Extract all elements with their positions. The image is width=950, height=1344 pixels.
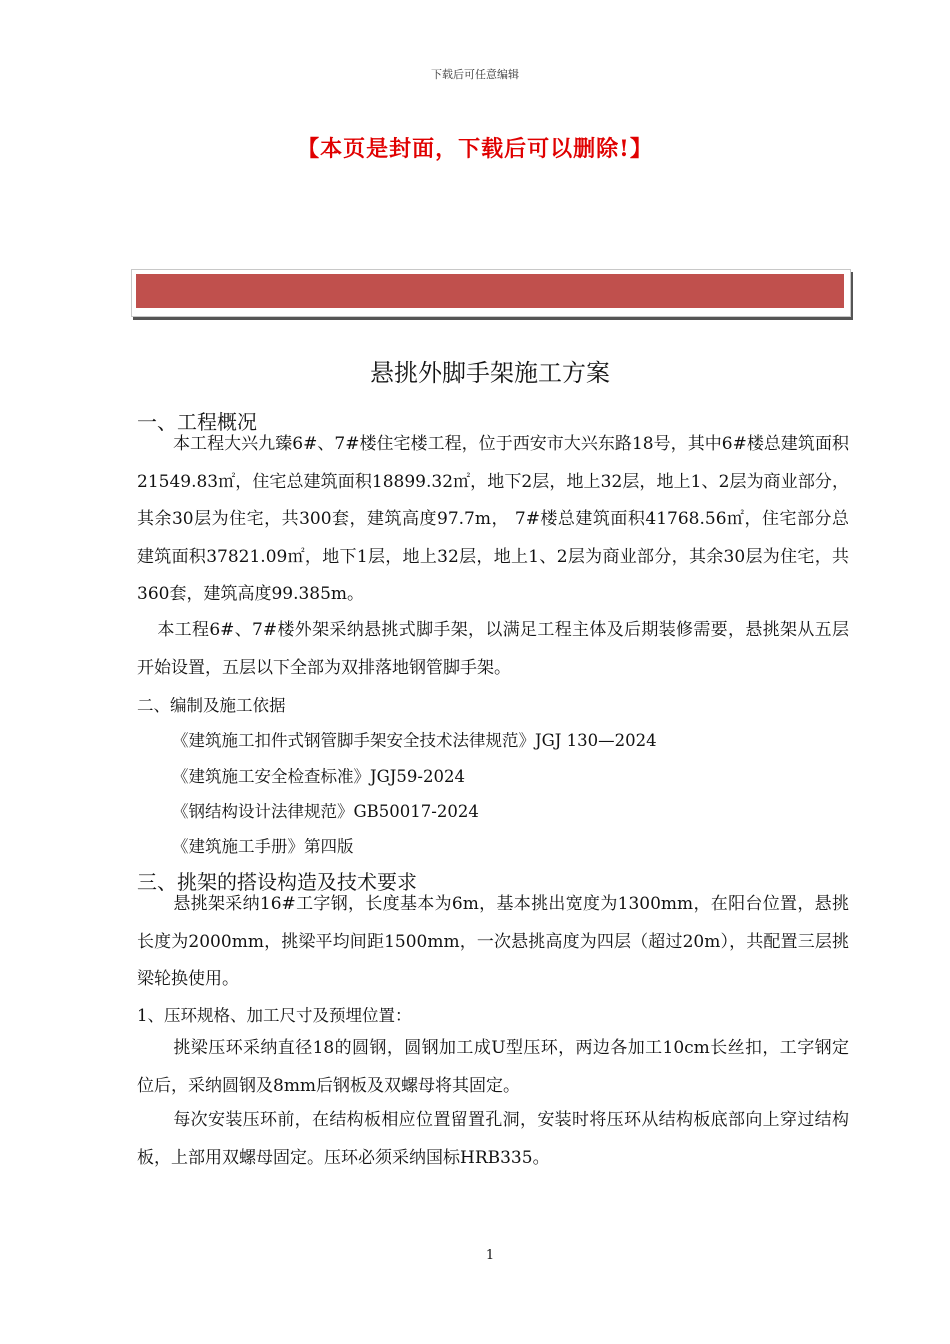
section3-heading: 三、挑架的搭设构造及技术要求 <box>137 870 417 894</box>
section1-para2 <box>137 612 849 687</box>
header-note: 下载后可任意编辑 <box>431 68 519 81</box>
section3-para1-text: 悬挑架采纳16#工字钢，长度基本为6m，基本挑出宽度为1300mm，在阳台位置，悬挑长度为2000mm，挑梁平均间距1500mm，一次悬挑高度为四层（超过20m），共配置三层挑梁轮换使用。 <box>137 894 849 989</box>
section3-para2-text: 挑梁压环采纳直径18的圆钢，圆钢加工成U型压环，两边各加工10cm长丝扣，工字钢定位后，采纳圆钢及8mm后钢板及双螺母将其固定。 <box>137 1038 849 1096</box>
section1-para1 <box>137 426 849 614</box>
section1-para2-text: 本工程6#、7#楼外架采纳悬挑式脚手架，以满足工程主体及后期装修需要，悬挑架从五层开始设置，五层以下全部为双排落地钢管脚手架。 <box>137 620 849 678</box>
section3-para1 <box>137 886 849 999</box>
page-number: 1 <box>485 1248 495 1263</box>
section1-para1-text: 本工程大兴九臻6#、7#楼住宅楼工程，位于西安市大兴东路18号，其中6#楼总建筑面积21549.83㎡，住宅总建筑面积18899.32㎡，地下2层，地上32层，地上1、2层为商业部分，其余30层为住宅，共300套，建筑高度97.7m， 7#楼总建筑面积41768.56㎡，住宅部分总建筑面积37821.09㎡，地下1层，地上32层，地上1、2层为商业部分，其余30层为住宅，共360套，建筑高度99.385m。 <box>137 434 849 604</box>
section1-heading: 一、工程概况 <box>137 410 257 434</box>
reference-item: 《建筑施工扣件式钢管脚手架安全技术法律规范》JGJ 130—2024 <box>172 731 657 750</box>
section3-sub1: 1、压环规格、加工尺寸及预埋位置： <box>137 1006 412 1025</box>
document-title: 悬挑外脚手架施工方案 <box>370 359 610 387</box>
banner-bar <box>136 274 844 308</box>
reference-item: 《钢结构设计法律规范》GB50017-2024 <box>172 802 479 821</box>
section3-para2 <box>137 1030 849 1105</box>
section2-heading: 二、编制及施工依据 <box>137 696 286 715</box>
reference-item: 《建筑施工安全检查标准》JGJ59-2024 <box>172 767 465 786</box>
cover-note: 【本页是封面，下载后可以删除!】 <box>297 136 653 162</box>
section3-para3 <box>137 1102 849 1177</box>
reference-item: 《建筑施工手册》第四版 <box>172 837 354 856</box>
section3-para3-text: 每次安装压环前，在结构板相应位置留置孔洞，安装时将压环从结构板底部向上穿过结构板，上部用双螺母固定。压环必须采纳国标HRB335。 <box>137 1110 849 1168</box>
